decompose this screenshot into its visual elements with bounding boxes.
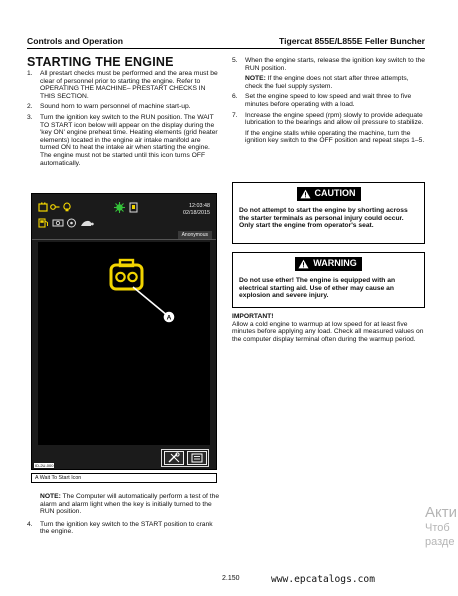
alert-triangle-icon — [298, 259, 309, 269]
fuel-icon — [38, 218, 49, 230]
caution-box — [232, 182, 425, 244]
step-5 — [232, 57, 425, 72]
caution-signal-word — [297, 187, 361, 201]
warning-text: Do not use ether! The engine is equipped with an electrical starting aid. Use of ether may cause an explosion and severe injury. — [239, 277, 396, 300]
wait-to-start-icon — [111, 260, 142, 289]
step-number: 4. — [27, 520, 33, 528]
warning-box — [232, 252, 425, 308]
note-text: If the engine does not start after three attempts, check the fuel supply system. — [245, 75, 409, 90]
stall-instruction: If the engine stalls while operating the machine, turn the ignition key switch to the OFF position and repeat steps 1–5. — [245, 129, 425, 145]
key-icon — [50, 202, 60, 214]
display-divider — [32, 239, 216, 240]
caution-label: CAUTION — [314, 188, 356, 199]
settings-icon — [167, 452, 181, 464]
header-rule — [27, 48, 425, 49]
clock-date: 02/18/2015 — [183, 210, 210, 216]
light-icon — [62, 202, 72, 214]
settings-button[interactable] — [164, 451, 184, 465]
note-label: NOTE: — [40, 493, 61, 500]
note-alarm-test — [40, 493, 220, 516]
step-6 — [232, 93, 425, 108]
step-number: 3. — [27, 113, 33, 121]
clock — [183, 203, 210, 217]
note-label: NOTE: — [245, 75, 266, 83]
step-number: 5. — [232, 57, 238, 64]
status-icon-row — [36, 202, 136, 232]
header-section: Controls and Operation — [27, 36, 123, 46]
right-column-steps — [232, 57, 425, 148]
step-3 — [27, 114, 220, 167]
important-notice — [232, 313, 425, 343]
warning-signal-word — [295, 257, 362, 271]
step-number: 2. — [27, 103, 33, 111]
activation-line-1: Акти — [425, 504, 457, 521]
left-column-steps — [27, 70, 220, 170]
alert-triangle-icon — [300, 189, 311, 199]
hydraulic-icon — [129, 202, 138, 215]
important-title: IMPORTANT! — [232, 313, 274, 320]
step-text: When the engine starts, release the ignition key switch to the RUN position. — [245, 57, 425, 72]
section-title: STARTING THE ENGINE — [27, 55, 174, 69]
fan-icon — [66, 218, 77, 230]
figure-code: ID-2U-000 — [35, 463, 54, 468]
user-mode-label: Anonymous — [178, 231, 212, 239]
figure-caption: A Wait To Start Icon — [31, 473, 217, 483]
activation-line-2: Чтоб — [425, 522, 450, 534]
step-text: Turn the ignition key switch to the RUN position. The WAIT TO START icon below will appear on the display during the 'key ON' engine preheat time. Heating elements (grid heater elements) located in the engine air intake manifold are turned ON to heat the intake air when starting the engine. The engine must not be started until this icon turns OFF automatically. — [40, 113, 218, 167]
preheat-icon — [52, 218, 64, 230]
step-text: Increase the engine speed (rpm) slowly to provide adequate lubrication to the bearings and allow oil pressure to stabilize. — [245, 111, 424, 127]
step-1 — [27, 70, 220, 100]
step-7 — [232, 112, 425, 127]
menu-icon — [190, 452, 204, 464]
activation-line-3: разде — [425, 536, 455, 548]
header-manual-title: Tigercat 855E/L855E Feller Buncher — [278, 36, 425, 46]
step-text: Turn the ignition key switch to the START position to crank the engine. — [40, 520, 213, 536]
warning-label: WARNING — [313, 258, 357, 269]
note-text: The Computer will automatically perform a test of the alarm and alarm light when the key is initially turned to the RUN position. — [40, 493, 220, 516]
display-figure — [31, 193, 217, 470]
step-number: 1. — [27, 70, 33, 77]
clock-time: 12:03:48 — [189, 203, 210, 209]
step-text: All prestart checks must be performed and the area must be clear of personnel prior to starting the engine. Refer to OPERATING THE MACHINE– PRESTART CHECKS IN THIS SECTION. — [40, 70, 218, 100]
battery-icon — [38, 202, 48, 214]
activation-overlay — [425, 505, 457, 549]
note-fuel-supply — [245, 75, 425, 90]
left-column-bottom — [27, 491, 220, 539]
step-text: Set the engine speed to low speed and wait three to five minutes before operating with a load. — [245, 93, 412, 108]
display-button-group — [161, 449, 209, 467]
step-4 — [27, 521, 220, 536]
callout-letter: A — [166, 314, 172, 322]
important-text: Allow a cold engine to warmup at low speed for at least five minutes before applying any load. Check all measured values on the computer display terminal often during the warmup period. — [232, 320, 424, 343]
turtle-icon — [80, 219, 94, 230]
site-watermark[interactable]: www.epcatalogs.com — [271, 574, 375, 585]
step-number: 7. — [232, 111, 238, 119]
engine-fault-icon — [114, 202, 125, 215]
wait-to-start-callout — [38, 242, 210, 445]
step-2 — [27, 103, 220, 111]
caution-text: Do not attempt to start the engine by shorting across the starter terminals as personal injury could occur. Only start the engine from operator's seat. — [239, 207, 408, 230]
step-text: Sound horn to warn personnel of machine start-up. — [40, 103, 191, 111]
display-main-panel — [38, 242, 210, 445]
page-number: 2.150 — [222, 575, 240, 582]
menu-button[interactable] — [187, 451, 207, 465]
step-number: 6. — [232, 93, 238, 101]
